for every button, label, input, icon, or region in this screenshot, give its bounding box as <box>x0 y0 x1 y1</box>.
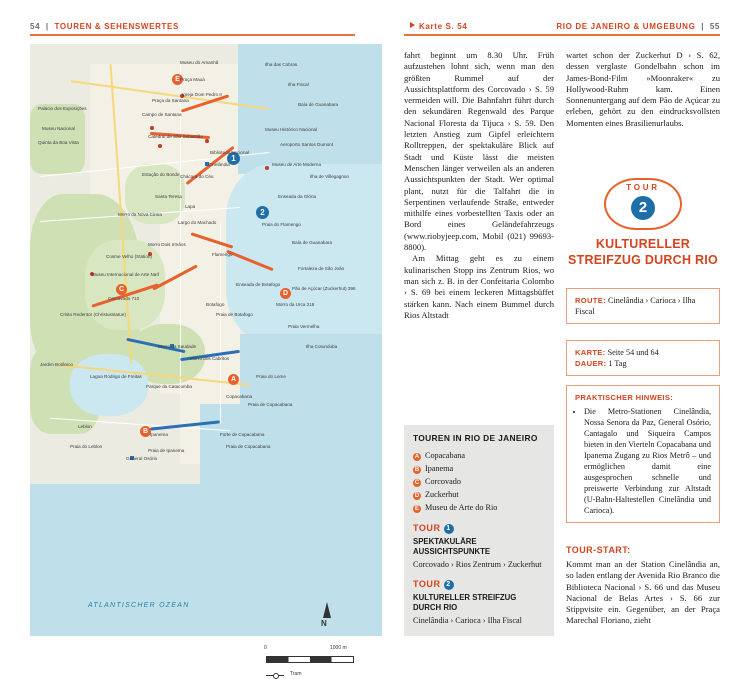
tour-1-title: SPEKTAKULÄRE AUSSICHTSPUNKTE <box>413 537 491 556</box>
tour-start-section <box>566 545 720 627</box>
tour-2-number: 2 <box>444 580 454 590</box>
list-item[interactable] <box>413 502 545 514</box>
map-label: Museu Internacional de Arte Naïf <box>92 272 159 277</box>
map-label: Enseada de Botafogo <box>236 282 281 287</box>
map-label: Corcovado 710 <box>108 296 140 301</box>
map-label: Cristo Redentor (Christusstatue) <box>60 312 126 317</box>
map-label: Aeroporto Santos Dumont <box>280 142 334 147</box>
map-label: Ilha Cotunduba <box>306 344 338 349</box>
map-label: Praia Vermelha <box>288 324 320 329</box>
map-label: Museu do Amanhã <box>180 60 219 65</box>
route-text: Cinelândia › Carioca › Ilha Fiscal <box>575 296 696 316</box>
map-label: Morro dos Cabritos <box>190 356 230 361</box>
map-pin-mar[interactable]: E <box>172 74 183 85</box>
map-label: Botafogo <box>206 302 225 307</box>
map-label: Quinta da Boa Vista <box>38 140 79 145</box>
tram-legend-label: Tram <box>290 671 302 677</box>
marker-d: D <box>414 492 420 499</box>
map-scale-bar <box>266 656 354 663</box>
tour-2-route: Cinelândia › Carioca › Ilha Fiscal <box>413 616 522 625</box>
map-label: Flamengo <box>212 252 233 257</box>
info-box-karte-dauer <box>566 340 720 376</box>
scale-label-max: 1000 m <box>330 645 347 651</box>
body-column-right <box>566 50 720 129</box>
map-label: General Osório <box>126 456 158 461</box>
map-label: Praia do Flamengo <box>262 222 301 227</box>
list-item[interactable] <box>413 476 545 488</box>
marker-b: B <box>414 466 420 473</box>
tour-2-label: TOUR <box>413 579 441 589</box>
page-number-right: 55 <box>709 22 720 31</box>
map-label: Catedral de São Sebastião <box>148 134 203 139</box>
dauer-label: DAUER: <box>575 359 607 368</box>
map-label: Morro da Nova Cintra <box>118 212 162 217</box>
map-label: Praia de Botafogo <box>216 312 253 317</box>
list-item[interactable] <box>413 489 545 501</box>
paragraph-1: fahrt beginnt um 8.30 Uhr. Früh aufzustehen lohnt sich, wenn man den größten Rummel auf der Aussichtsplattform des Corcovado › S. 59 vermeiden will. Die Bahnfahrt führt durch den sekundären Regenwald des Parque Nacional Floresta da Tijuca › S. 59. Den letzten Anstieg zum Gipfel erleichtern Rolltreppen, der spektakuläre Blick auf Stadt und Küste lässt die meisten Menschen länger verweilen als an anderen Aussichtspunkten der Stadt. Wer optimal plant, nutzt für die Talfahrt die in Serpentinen verlaufende Straße, entweder mithilfe eines vorbestellten Taxis oder an Bord eines Geländefahrzeugs (www.riobyjeep.com, Mobil (021) 99693-8800). <box>404 50 554 253</box>
map-pin-ipanema[interactable]: B <box>140 426 151 437</box>
tour-item-label: Museu de Arte do Rio <box>425 503 498 512</box>
body-column-left <box>404 50 554 321</box>
map-label: Praia do Leme <box>256 374 286 379</box>
paragraph-2: Am Mittag geht es zu einem kulinarischen Stopp ins Zentrum Rios, wo man sich z. B. in der Confeitaria Colombo › S. 69 bei einem leckeren Mittagsbüffet stärken kann. Nach einem Bummel durch Rios Altstadt <box>404 253 554 320</box>
tour-start-heading: TOUR-START: <box>566 545 631 555</box>
tours-box-title: TOUREN IN RIO DE JANEIRO <box>413 433 538 443</box>
map-label: Enseada da Glória <box>278 194 317 199</box>
tour-title: KULTURELLER STREIFZUG DURCH RIO <box>568 237 718 267</box>
map-label: Praça da Santana <box>152 98 189 103</box>
page-number-left: 54 <box>30 22 41 31</box>
tram-legend-icon <box>266 675 284 676</box>
map-label: Copacabana <box>226 394 253 399</box>
map-label: Praia de Copacabana <box>226 444 271 449</box>
map-label: Leblon <box>78 424 92 429</box>
ocean-label: ATLANTISCHER OZEAN <box>88 602 190 609</box>
map-label: Fortaleza de São João <box>298 266 345 271</box>
tour-badge-word: TOUR <box>626 183 660 192</box>
map-label: Lagoa Rodrigo de Freitas <box>90 374 142 379</box>
list-item[interactable] <box>413 463 545 475</box>
route-label: ROUTE: <box>575 296 606 305</box>
tour-item-label: Corcovado <box>425 477 461 486</box>
marker-e: E <box>414 505 419 512</box>
map-label: Morro Dois Irmãos <box>148 242 186 247</box>
map-label: Biblioteca Nacional <box>210 150 250 155</box>
header-rule-right <box>404 34 720 36</box>
tour-1-route: Corcovado › Rios Zentrum › Zuckerhut <box>413 560 542 569</box>
map-reference: Karte S. 54 <box>410 22 467 31</box>
map-label: Campo de Santana <box>142 112 182 117</box>
tour-badge <box>604 178 682 230</box>
map-label: Ilha Fiscal <box>288 82 309 87</box>
info-box-hinweis <box>566 385 720 523</box>
marker-a: A <box>414 453 420 460</box>
tour-start-text: Kommt man an der Station Cinelândia an, so laden entlang der Avenida Rio Branco die Biblioteca Nacional › S. 66 und das Museu Nacional de Belas Artes › S. 66 zur Stippvisite ein. Gegenüber, an der Praça Marechal Floriano, zieht <box>566 559 720 626</box>
list-item[interactable] <box>413 450 545 462</box>
map-label: Parque da Catacumba <box>146 384 192 389</box>
marker-c: C <box>414 479 420 486</box>
hinweis-bullet: • Die Metro-Stationen Cinelândia, Nossa Senora da Paz, General Osório, Cantagalo und Siqueira Campos bieten in den Vierteln Copacabana und Ipanema Zugang zu Rios Metrô – und ermöglichen damit eine ausgesprochen schnelle und preiswerte Verbindung zur Altstadt (U-Bahn-Haltestellen Cinelândia und Carioca). <box>584 406 711 516</box>
map-label: Chácara do Céu <box>180 174 214 179</box>
scale-label-0: 0 <box>264 645 267 651</box>
karte-text: Seite 54 und 64 <box>607 348 659 357</box>
paragraph-3: wartet schon der Zuckerhut D › S. 62, dessen verglaste Gondelbahn schon im James-Bond-Film »Moonraker« zu Hollywood-Ruhm kam. Einen Sonnenuntergang auf dem Pão de Açúcar zu erleben, gehört zu den eindrucksvollsten Momenten eines Brasilienurlaubs. <box>566 50 720 128</box>
map-label: Museu Nacional <box>42 126 75 131</box>
map-tour-2-badge[interactable]: 2 <box>256 206 269 219</box>
tour-item-label: Zuckerhut <box>425 490 459 499</box>
triangle-icon <box>410 22 415 28</box>
info-box-route <box>566 288 720 324</box>
map-label: Cosme Velho (Station) <box>106 254 152 259</box>
tour-2-heading <box>413 579 545 590</box>
section-title-left: TOUREN & SEHENSWERTES <box>54 22 179 31</box>
map-label: Morro da Urca 218 <box>276 302 315 307</box>
map-label: Ipanema <box>150 432 168 437</box>
tour-2-title: KULTURELLER STREIFZUG DURCH RIO <box>413 593 517 612</box>
running-head-left: 54 | TOUREN & SEHENSWERTES <box>30 22 179 31</box>
map-label: Jardim Botânico <box>40 362 73 367</box>
map-label: Santa Teresa <box>155 194 182 199</box>
tours-overview-box <box>404 425 554 636</box>
map-label: Igreja Dom Pedro II <box>182 92 222 97</box>
city-map[interactable] <box>30 44 382 677</box>
map-label: Ilha das Cobras <box>265 62 298 67</box>
tour-badge-number: 2 <box>631 196 655 220</box>
map-label: Morro da Saudade <box>158 344 197 349</box>
map-label: Largo do Machado <box>178 220 217 225</box>
map-tour-1-badge[interactable]: 1 <box>227 152 240 165</box>
tour-item-label: Ipanema <box>425 464 454 473</box>
dauer-text: 1 Tag <box>608 359 627 368</box>
header-rule-left <box>30 34 355 36</box>
map-label: Estação do Bonde <box>142 172 180 177</box>
tour-item-label: Copacabana <box>425 451 466 460</box>
map-label: Ilha de Villegagnon <box>310 174 349 179</box>
map-label: Baía de Guanabara <box>292 240 333 245</box>
map-label: Museu Histórico Nacional <box>265 127 318 132</box>
tour-1-number: 1 <box>444 524 454 534</box>
map-pin-zuckerhut[interactable]: D <box>280 288 291 299</box>
map-label: Praia do Leblon <box>70 444 103 449</box>
tour-1-label: TOUR <box>413 523 441 533</box>
map-label: Praia de Ipanema <box>148 448 185 453</box>
compass-north-icon <box>317 602 333 636</box>
map-label: Pão de Açúcar (Zuckerhut) 396 <box>292 286 356 291</box>
map-label: Praça Mauá <box>180 77 205 82</box>
section-title-right: RIO DE JANEIRO & UMGEBUNG <box>556 22 696 31</box>
map-pin-corcovado[interactable]: C <box>116 284 127 295</box>
hinweis-label: PRAKTISCHER HINWEIS: <box>575 393 674 402</box>
map-label: Lapa <box>185 204 196 209</box>
hinweis-list <box>575 406 711 516</box>
map-label: Praia de Copacabana <box>248 402 293 407</box>
map-label: Cinelândia <box>208 162 230 167</box>
map-label: Museu de Arte Moderna <box>272 162 322 167</box>
map-label: Forte de Copacabana <box>220 432 265 437</box>
karte-label: KARTE: <box>575 348 606 357</box>
map-pin-copacabana[interactable]: A <box>228 374 239 385</box>
map-label: Baía de Guanabara <box>298 102 339 107</box>
running-head-right: RIO DE JANEIRO & UMGEBUNG | 55 <box>556 22 720 31</box>
tour-1-heading <box>413 523 545 534</box>
map-label: Palácio dos Exposições <box>38 106 87 111</box>
